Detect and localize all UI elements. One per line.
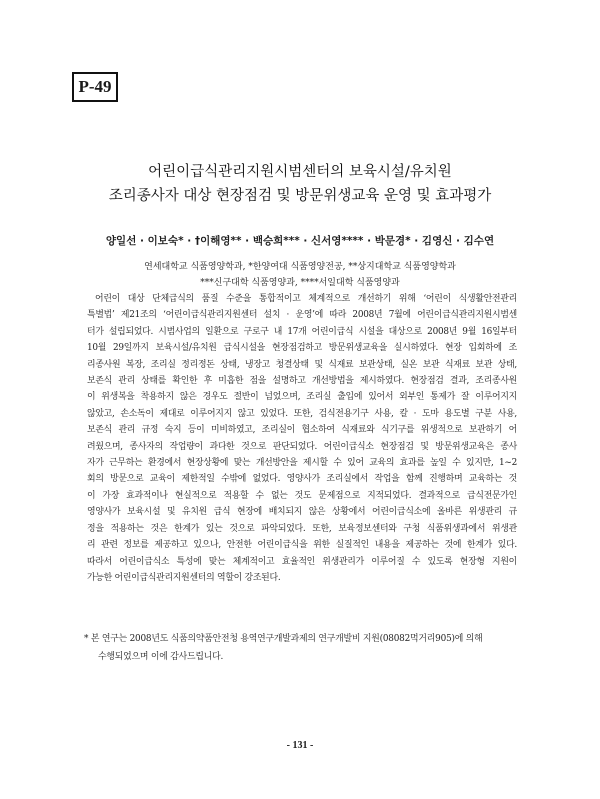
affiliation-line-2: ***신구대학 식품영양과, ****서일대학 식품영양과 [200, 278, 400, 288]
abstract-line: 정을 적용하는 것은 한계가 있는 것으로 파악되었다. 또한, 보육정보센터와 구청 식품위생과에서 위생관 [87, 523, 517, 534]
abstract-line: 이 위생복을 착용하지 않은 경우도 절반이 넘었으며, 조리실 출입에 있어서 외부인 통제가 잘 이루어지지 [87, 392, 517, 403]
abstract-line: 않았고, 손소독이 제대로 이루어지지 않고 있었다. 또한, 검식전용기구 사용, 칼 · 도마 용도별 구분 사용, [87, 408, 517, 419]
footnote-line-1: * 본 연구는 2008년도 식품의약품안전청 용역연구개발과제의 연구개발비 지원(08082먹거리905)에 의해 [84, 634, 483, 644]
affiliation-line-1: 연세대학교 식품영양학과, *한양여대 식품영양전공, **상지대학교 식품영양학과 [144, 262, 456, 272]
title-line-1: 어린이급식관리지원시범센터의 보육시설/유치원 [148, 164, 452, 180]
abstract-body [87, 291, 517, 586]
abstract-line: 가능한 어린이급식관리지원센터의 역할이 강조된다. [87, 572, 281, 583]
footnote-line-2: 수행되었으며 이에 감사드립니다. [98, 652, 224, 662]
abstract-line: 보존식 관리 규정 숙지 등이 미비하였고, 조리실이 협소하여 식재료와 식기구를 위생적으로 보관하기 어 [87, 425, 517, 436]
acknowledgement-footnote [84, 630, 524, 666]
affiliations [40, 259, 560, 291]
author-list: 양일선 · 이보숙* · †이해영** · 백승희*** · 신서영**** · 박문경* · 김영신 · 김수연 [105, 235, 495, 247]
abstract-line: 따라서 어린이급식소 특성에 맞는 체계적이고 효율적인 위생관리가 이루어질 수 있도록 현장형 지원이 [87, 556, 517, 567]
paper-title [40, 160, 560, 208]
abstract-line: 자가 근무하는 환경에서 현장상황에 맞는 개선방안을 제시할 수 있어 교육의 효과를 높일 수 있지만, 1~2 [87, 458, 517, 469]
abstract-line: 터가 설립되었다. 시범사업의 일환으로 구로구 내 17개 어린이급식 시설을 대상으로 2008년 9월 16일부터 [87, 326, 517, 337]
abstract-line: 이 가장 효과적이나 현실적으로 적용할 수 없는 것도 문제점으로 지적되었다. 결과적으로 급식전문가인 [87, 490, 517, 501]
abstract-line: 회의 방문으로 교육이 제한적일 수밖에 없었다. 영양사가 조리실에서 작업을 함께 진행하며 교육하는 것 [87, 474, 517, 485]
abstract-line: 리 관련 정보를 제공하고 있으나, 안전한 어린이급식을 위한 실질적인 내용을 제공하는 것에 한계가 있다. [87, 540, 517, 551]
abstract-line: 특별법’ 제21조의 ‘어린이급식관리지원센터 설치 · 운영’에 따라 2008년 7월에 어린이급식관리지원시범센 [87, 310, 517, 321]
poster-code: P-49 [72, 72, 118, 102]
page-number: - 131 - [286, 740, 314, 751]
abstract-line: 보존식 관리 상태를 확인한 후 미흡한 점을 설명하고 개선방법을 제시하였다. 현장점검 결과, 조리종사원 [87, 376, 517, 387]
title-line-2: 조리종사자 대상 현장점검 및 방문위생교육 운영 및 효과평가 [108, 188, 492, 204]
abstract-line: 어린이 대상 단체급식의 품질 수준을 통합적이고 체계적으로 개선하기 위해 ‘어린이 식생활안전관리 [95, 294, 517, 304]
abstract-line: 영양사가 보육시설 및 유치원 급식 현장에 배치되지 않은 상황에서 어린이급식소에 올바른 위생관리 규 [87, 507, 517, 518]
abstract-line: 리종사원 복장, 조리실 정리정돈 상태, 냉장고 청결상태 및 식재료 보관상태, 실온 보관 식재료 보관 상태, [87, 359, 517, 370]
abstract-line: 10월 29일까지 보육시설/유치원 급식시설을 현장점검하고 방문위생교육을 실시하였다. 현장 입회하에 조 [87, 343, 517, 354]
abstract-line: 려웠으며, 종사자의 작업량이 과다한 것으로 판단되었다. 어린이급식소 현장점검 및 방문위생교육은 종사 [87, 441, 517, 452]
